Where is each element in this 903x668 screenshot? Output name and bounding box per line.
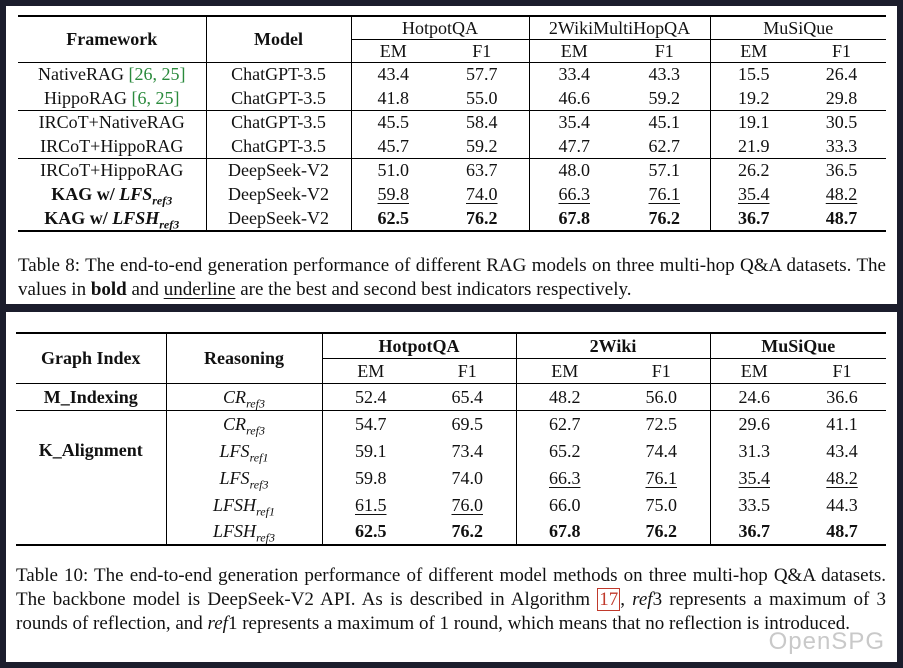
framework-cell: IRCoT+NativeRAG <box>18 110 206 134</box>
header-musique: MuSiQue <box>710 333 886 358</box>
value-cell: 59.2 <box>435 134 529 158</box>
value-cell: 59.1 <box>355 440 387 461</box>
header-2wiki: 2Wiki <box>516 333 710 358</box>
value-cell: 76.2 <box>613 518 710 545</box>
value-cell: 41.8 <box>377 87 409 108</box>
value-cell: 58.4 <box>435 110 529 134</box>
value-cell: 55.0 <box>435 86 529 110</box>
value-cell: 76.2 <box>419 518 516 545</box>
table10-caption: Table 10: The end-to-end generation performance of different model methods on three multi-hop Q&A datasets. The backbone model is DeepSeek-V2 API. As is described in Algorithm 17 , ref3 represents a maximum of 3 rounds of reflection, and ref1 represents a maximum of 1 round, which means that no reflection is introduced. <box>16 565 886 634</box>
header-model: Model <box>206 16 351 62</box>
value-cell: 45.5 <box>351 110 435 134</box>
framework-cell: IRCoT+HippoRAG <box>18 134 206 158</box>
header-f1: F1 <box>435 39 529 62</box>
value-cell: 54.7 <box>322 410 419 437</box>
value-cell: 29.6 <box>710 410 798 437</box>
header-em: EM <box>740 360 768 381</box>
value-cell: 57.7 <box>435 62 529 86</box>
value-cell: 31.3 <box>738 440 770 461</box>
reasoning-cell: $LFSH_{ref3}$ <box>166 518 322 545</box>
value-cell: 62.5 <box>377 208 409 228</box>
model-cell: ChatGPT-3.5 <box>206 110 351 134</box>
value-cell: 36.6 <box>798 383 886 410</box>
value-cell: 33.3 <box>825 135 858 156</box>
table-row <box>18 182 886 206</box>
reasoning-cell: $LFS_{ref3}$ <box>166 464 322 491</box>
table8-caption: Table 8: The end-to-end generation performance of different RAG models on three multi-hop Q&A datasets. The values in bold and underline are the best and second best indicators respectively. <box>18 255 886 300</box>
value-cell: 47.7 <box>558 135 590 156</box>
value-cell: 48.2 <box>825 184 858 204</box>
table8 <box>18 15 886 232</box>
header-reasoning: Reasoning <box>166 333 322 383</box>
reasoning-cell: $LFSH_{ref1}$ <box>166 491 322 518</box>
header-f1: F1 <box>419 358 516 383</box>
model-cell: ChatGPT-3.5 <box>206 86 351 110</box>
header-musique: MuSiQue <box>710 16 886 39</box>
reasoning-cell: $CR_{ref3}$ <box>166 383 322 410</box>
reasoning-cell: $CR_{ref3}$ <box>166 410 322 437</box>
graph-index-cell: M_Indexing <box>16 383 166 410</box>
model-cell: ChatGPT-3.5 <box>206 62 351 86</box>
value-cell: 45.1 <box>619 110 710 134</box>
table-row <box>18 110 886 134</box>
value-cell: 45.7 <box>377 135 409 156</box>
value-cell: 41.1 <box>798 410 886 437</box>
value-cell: 61.5 <box>355 494 387 515</box>
value-cell: 15.5 <box>710 62 797 86</box>
value-cell: 48.0 <box>529 158 619 182</box>
value-cell: 67.8 <box>558 208 590 228</box>
table-row <box>18 134 886 158</box>
value-cell: 36.7 <box>738 208 770 228</box>
value-cell: 74.0 <box>435 182 529 206</box>
value-cell: 21.9 <box>738 135 770 156</box>
table10 <box>16 332 886 546</box>
value-cell: 48.7 <box>825 208 858 228</box>
value-cell: 51.0 <box>351 158 435 182</box>
value-cell: 59.8 <box>377 184 409 204</box>
value-cell: 73.4 <box>419 437 516 464</box>
value-cell: 62.5 <box>355 521 387 541</box>
framework-cell: KAG w/ $LFS_{ref3}$ <box>18 182 206 206</box>
model-cell: DeepSeek-V2 <box>206 182 351 206</box>
value-cell: 35.4 <box>738 467 770 488</box>
value-cell: 72.5 <box>613 410 710 437</box>
header-framework: Framework <box>18 16 206 62</box>
value-cell: 35.4 <box>738 184 770 204</box>
value-cell: 29.8 <box>825 87 858 108</box>
value-cell: 33.5 <box>738 494 770 515</box>
table-row <box>16 383 886 410</box>
framework-cell: IRCoT+HippoRAG <box>18 158 206 182</box>
value-cell: 48.7 <box>826 521 858 541</box>
value-cell: 74.4 <box>613 437 710 464</box>
value-cell: 63.7 <box>435 158 529 182</box>
graph-index-cell: K_Alignment <box>16 410 166 545</box>
value-cell: 48.2 <box>516 383 613 410</box>
header-f1: F1 <box>832 40 852 61</box>
header-em: EM <box>740 40 768 61</box>
framework-cell: HippoRAG [6, 25] <box>18 86 206 110</box>
header-em: EM <box>379 40 407 61</box>
header-f1: F1 <box>619 39 710 62</box>
header-em: EM <box>357 360 385 381</box>
value-cell: 59.2 <box>619 86 710 110</box>
table8-panel <box>6 6 897 304</box>
table10-panel <box>6 312 897 662</box>
table-row <box>18 206 886 231</box>
value-cell: 65.4 <box>419 383 516 410</box>
header-hotpotqa: HotpotQA <box>351 16 529 39</box>
value-cell: 36.5 <box>797 158 886 182</box>
table-row <box>16 410 886 437</box>
value-cell: 66.3 <box>558 184 590 204</box>
value-cell: 76.2 <box>619 206 710 231</box>
value-cell: 30.5 <box>797 110 886 134</box>
value-cell: 33.4 <box>529 62 619 86</box>
header-f1: F1 <box>613 358 710 383</box>
value-cell: 59.8 <box>355 467 387 488</box>
value-cell: 24.6 <box>710 383 798 410</box>
header-em: EM <box>551 360 579 381</box>
value-cell: 62.7 <box>619 134 710 158</box>
table-row <box>18 158 886 182</box>
value-cell: 76.0 <box>419 491 516 518</box>
value-cell: 36.7 <box>738 521 770 541</box>
reasoning-cell: $LFS_{ref1}$ <box>166 437 322 464</box>
value-cell: 57.1 <box>619 158 710 182</box>
value-cell: 67.8 <box>549 521 581 541</box>
value-cell: 43.4 <box>351 62 435 86</box>
value-cell: 19.2 <box>738 87 770 108</box>
value-cell: 26.2 <box>710 158 797 182</box>
header-2wikimultihopqa: 2WikiMultiHopQA <box>529 16 710 39</box>
value-cell: 19.1 <box>710 110 797 134</box>
table-row <box>18 86 886 110</box>
algorithm-ref-link[interactable]: 17 <box>599 589 619 610</box>
value-cell: 44.3 <box>826 494 858 515</box>
value-cell: 52.4 <box>322 383 419 410</box>
value-cell: 35.4 <box>529 110 619 134</box>
framework-cell: NativeRAG [26, 25] <box>18 62 206 86</box>
value-cell: 76.1 <box>613 464 710 491</box>
header-em: EM <box>560 40 588 61</box>
value-cell: 46.6 <box>558 87 590 108</box>
value-cell: 56.0 <box>613 383 710 410</box>
value-cell: 43.4 <box>826 440 858 461</box>
value-cell: 76.2 <box>435 206 529 231</box>
value-cell: 43.3 <box>619 62 710 86</box>
value-cell: 65.2 <box>549 440 581 461</box>
model-cell: ChatGPT-3.5 <box>206 134 351 158</box>
table-row <box>18 62 886 86</box>
value-cell: 76.1 <box>619 182 710 206</box>
value-cell: 66.0 <box>549 494 581 515</box>
value-cell: 69.5 <box>419 410 516 437</box>
model-cell: DeepSeek-V2 <box>206 206 351 231</box>
value-cell: 66.3 <box>549 467 581 488</box>
header-f1: F1 <box>832 360 852 381</box>
model-cell: DeepSeek-V2 <box>206 158 351 182</box>
value-cell: 74.0 <box>419 464 516 491</box>
value-cell: 75.0 <box>613 491 710 518</box>
header-hotpotqa: HotpotQA <box>322 333 516 358</box>
value-cell: 26.4 <box>797 62 886 86</box>
value-cell: 62.7 <box>516 410 613 437</box>
framework-cell: KAG w/ $LFSH_{ref3}$ <box>18 206 206 231</box>
watermark: OpenSPG <box>768 628 885 655</box>
header-graph-index: Graph Index <box>16 333 166 383</box>
value-cell: 48.2 <box>826 467 858 488</box>
